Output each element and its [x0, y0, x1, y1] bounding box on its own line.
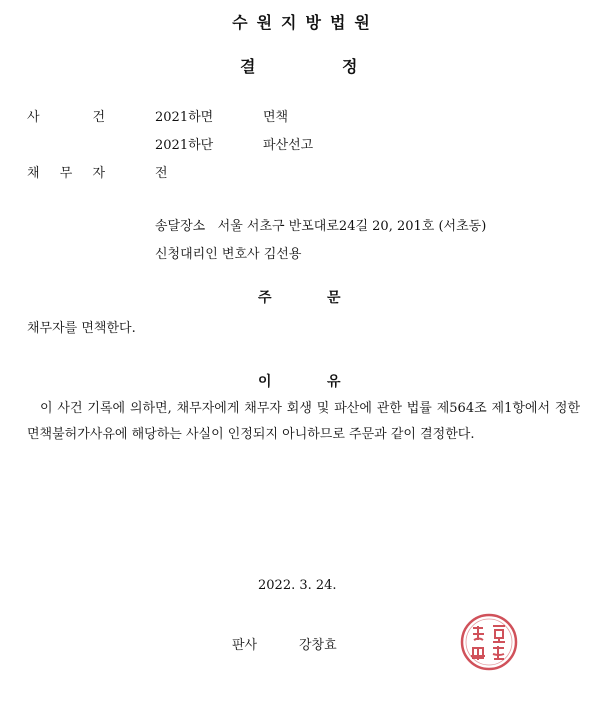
service-label: 송달장소 — [155, 219, 206, 234]
order-text: 채무자를 면책한다. — [27, 321, 136, 336]
case-title: 면책 — [263, 110, 289, 125]
order-heading-right: 문 — [327, 290, 341, 306]
case-number: 2021하단 — [155, 138, 214, 153]
debtor-label — [27, 162, 105, 181]
reason-text: 이 사건 기록에 의하면, 채무자에게 채무자 회생 및 파산에 관한 법률 제564조 제1항에서 정한 면책불허가사유에 해당하는 사실이 인정되지 아니하므로 주문과 같이 결정한다. — [27, 401, 580, 442]
case-label-char: 사 — [27, 110, 40, 125]
judge-seal-stamp — [459, 612, 519, 672]
reason-heading-right: 유 — [327, 374, 341, 390]
judge-name: 강창효 — [299, 638, 337, 653]
service-address: 서울 서초구 반포대로24길 20, 201호 (서초동) — [217, 219, 487, 234]
order-heading-left: 주 — [258, 290, 272, 306]
agent-line — [155, 243, 301, 262]
agent-name: 김선용 — [263, 247, 302, 262]
debtor-name: 전 — [155, 166, 168, 181]
debtor-label-char: 채 — [27, 166, 40, 181]
debtor-label-char: 무 — [59, 166, 73, 181]
case-title: 파산선고 — [263, 138, 314, 153]
reason-heading-left: 이 — [258, 374, 272, 390]
doc-type-left: 결 — [240, 57, 256, 76]
service-address-line — [155, 215, 486, 234]
case-label-char: 건 — [92, 110, 105, 125]
case-label — [27, 106, 105, 125]
court-name: 수원지방법원 — [232, 13, 379, 32]
debtor-label-char: 자 — [92, 166, 105, 181]
judge-title: 판사 — [232, 638, 258, 653]
decision-date: 2022. 3. 24. — [258, 578, 337, 593]
doc-type-right: 정 — [342, 57, 358, 76]
agent-label: 신청대리인 변호사 — [155, 247, 260, 262]
case-number: 2021하면 — [155, 110, 214, 125]
